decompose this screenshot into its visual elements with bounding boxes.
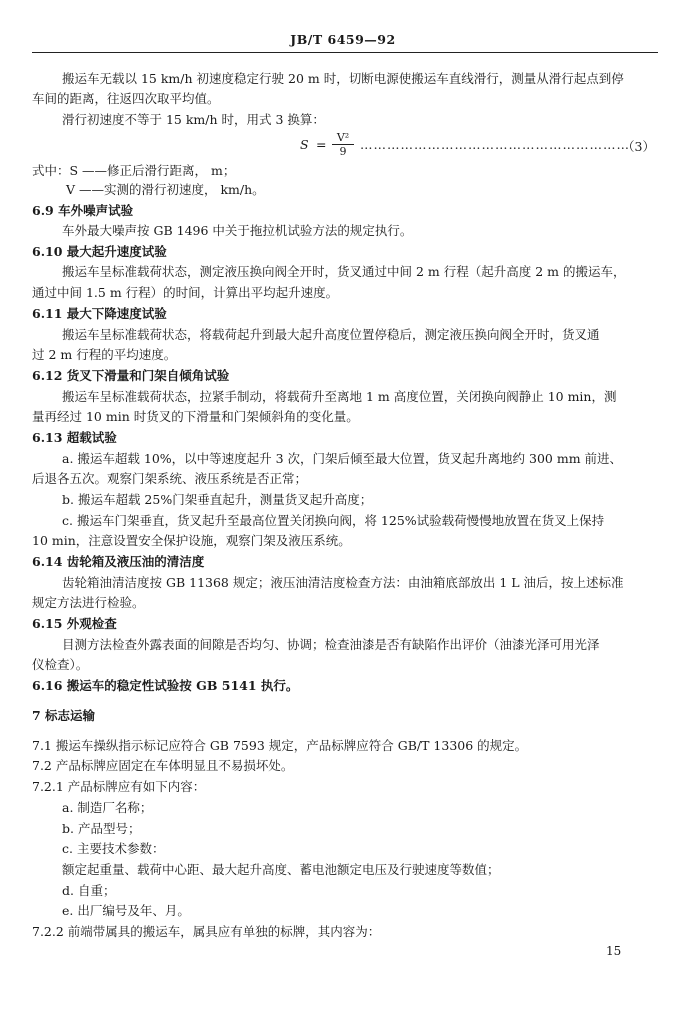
section-heading: 6.10 最大起升速度试验 bbox=[32, 244, 167, 259]
list-item: c. 主要技术参数： bbox=[62, 841, 165, 856]
list-item: d. 自重； bbox=[62, 883, 116, 898]
section-heading: 6.16 搬运车的稳定性试验按 GB 5141 执行。 bbox=[32, 678, 299, 693]
paragraph-line: 仪检查）。 bbox=[32, 657, 89, 672]
section-heading: 6.15 外观检查 bbox=[32, 616, 117, 631]
paragraph-line: 搬运车呈标准载荷状态，将载荷起升到最大起升高度位置停稳后，测定液压换向阀全开时，货叉通 bbox=[62, 327, 600, 342]
formula-denominator: 9 bbox=[339, 145, 347, 158]
paragraph-line: 搬运车呈标准载荷状态，测定液压换向阀全开时，货叉通过中间 2 m 行程（起升高度 2 m 的搬运车， bbox=[62, 264, 626, 279]
list-item-continued: 额定起重量、载荷中心距、最大起升高度、蓄电池额定电压及行驶速度等数值； bbox=[62, 862, 500, 877]
paragraph-line: 滑行初速度不等于 15 km/h 时，用式 3 换算： bbox=[62, 112, 325, 127]
standard-code-header: JB/T 6459—92 bbox=[290, 32, 396, 47]
paragraph-line: 齿轮箱油清洁度按 GB 11368 规定；液压油清洁度检查方法：由油箱底部放出 1 L 油后，按上述标准 bbox=[62, 575, 624, 590]
clause-line: 7.2 产品标牌应固定在车体明显且不易损坏处。 bbox=[32, 758, 294, 773]
where-line: V ——实测的滑行初速度， km/h。 bbox=[66, 182, 265, 197]
page-number: 15 bbox=[606, 944, 622, 958]
paragraph-line: 搬运车呈标准载荷状态，拉紧手制动，将载荷升至离地 1 m 高度位置，关闭换向阀静止 10 min，测 bbox=[62, 389, 617, 404]
list-item-continued: 后退各五次。观察门架系统、液压系统是否正常； bbox=[32, 471, 308, 486]
formula-fraction bbox=[332, 131, 354, 158]
paragraph-line: 目测方法检查外露表面的间隙是否均匀、协调；检查油漆是否有缺陷作出评价（油漆光泽可用光泽 bbox=[62, 637, 600, 652]
formula-3 bbox=[300, 131, 660, 161]
list-item: b. 产品型号； bbox=[62, 821, 141, 836]
paragraph-line: 量再经过 10 min 时货叉的下滑量和门架倾斜角的变化量。 bbox=[32, 409, 359, 424]
paragraph-line: 过 2 m 行程的平均速度。 bbox=[32, 347, 177, 362]
where-line: 式中：S ——修正后滑行距离， m； bbox=[32, 163, 236, 178]
paragraph-line: 车外最大噪声按 GB 1496 中关于拖拉机试验方法的规定执行。 bbox=[62, 223, 413, 238]
paragraph-line: 搬运车无载以 15 km/h 初速度稳定行驶 20 m 时，切断电源使搬运车直线滑行，测量从滑行起点到停 bbox=[62, 71, 624, 86]
clause-line: 7.2.2 前端带属具的搬运车，属具应有单独的标牌，其内容为： bbox=[32, 924, 381, 939]
formula-numerator: V² bbox=[332, 131, 354, 145]
chapter-heading: 7 标志运输 bbox=[32, 708, 96, 723]
list-item: a. 搬运车超载 10%，以中等速度起升 3 次，门架后倾至最大位置，货叉起升离地约 300 mm 前进、 bbox=[62, 451, 623, 466]
clause-line: 7.1 搬运车操纵指示标记应符合 GB 7593 规定，产品标牌应符合 GB/T 13306 的规定。 bbox=[32, 738, 528, 753]
section-heading: 6.9 车外噪声试验 bbox=[32, 203, 134, 218]
list-item: e. 出厂编号及年、月。 bbox=[62, 903, 190, 918]
list-item: a. 制造厂名称； bbox=[62, 800, 153, 815]
paragraph-line: 通过中间 1.5 m 行程）的时间，计算出平均起升速度。 bbox=[32, 285, 339, 300]
list-item-continued: 10 min，注意设置安全保护设施，观察门架及液压系统。 bbox=[32, 533, 351, 548]
formula-lhs: S bbox=[300, 137, 309, 152]
section-heading: 6.11 最大下降速度试验 bbox=[32, 306, 167, 321]
section-heading: 6.14 齿轮箱及液压油的清洁度 bbox=[32, 554, 205, 569]
formula-equals: = bbox=[316, 137, 327, 152]
clause-line: 7.2.1 产品标牌应有如下内容： bbox=[32, 779, 206, 794]
section-heading: 6.12 货叉下滑量和门架自倾角试验 bbox=[32, 368, 230, 383]
list-item: c. 搬运车门架垂直，货叉起升至最高位置关闭换向阀，将 125%试验载荷慢慢地放置在货叉上保持 bbox=[62, 513, 605, 528]
paragraph-line: 规定方法进行检验。 bbox=[32, 595, 145, 610]
formula-leader-dots: …………………………………………………… bbox=[360, 137, 630, 152]
formula-number: （3） bbox=[622, 139, 655, 154]
section-heading: 6.13 超载试验 bbox=[32, 430, 117, 445]
list-item: b. 搬运车超载 25%门架垂直起升，测量货叉起升高度； bbox=[62, 492, 373, 507]
header-rule bbox=[32, 52, 658, 53]
paragraph-line: 车间的距离，往返四次取平均值。 bbox=[32, 91, 220, 106]
